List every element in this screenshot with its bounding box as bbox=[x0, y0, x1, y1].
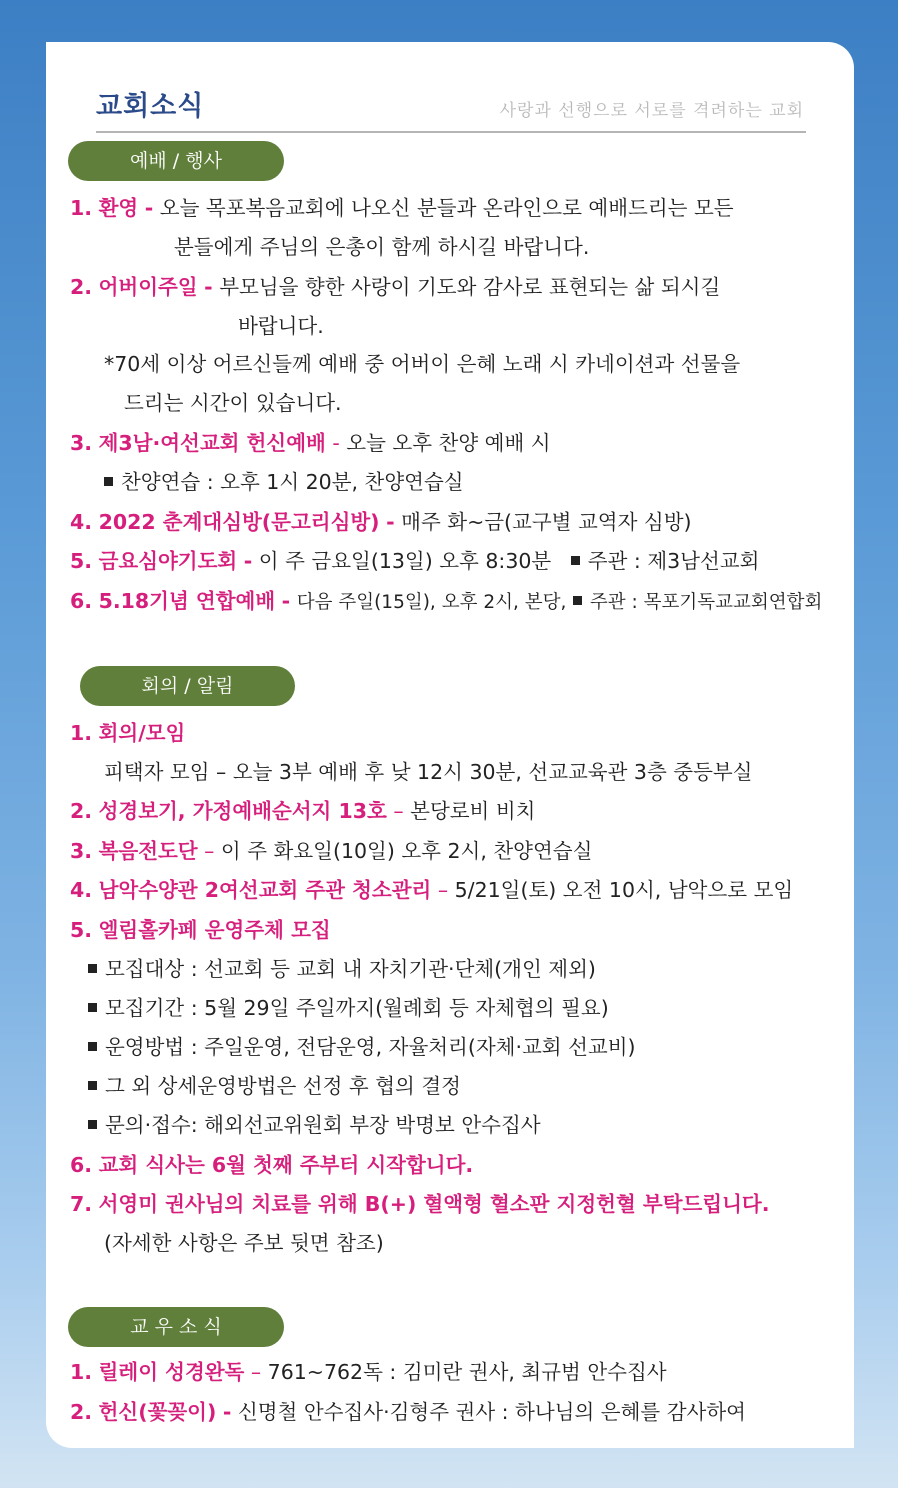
meeting-item-5-bullet: 운영방법 : 주일운영, 전담운영, 자율처리(자체·교회 선교비) bbox=[88, 1033, 636, 1061]
meeting-item-7-detail: (자세한 사항은 주보 뒷면 참조) bbox=[104, 1231, 384, 1255]
worship-item-6: 6. 5.18기념 연합예배 - 다음 주일(15일), 오후 2시, 본당, 주관 : 목포기독교교회연합회 bbox=[70, 589, 823, 613]
meeting-item-3: 3. 복음전도단 – 이 주 화요일(10일) 오후 2시, 찬양연습실 bbox=[70, 839, 593, 863]
bullet-square-icon bbox=[88, 1081, 97, 1090]
bullet-square-icon bbox=[571, 556, 580, 565]
bullet-square-icon bbox=[88, 1120, 97, 1129]
meeting-item-5: 5. 엘림홀카페 운영주체 모집 bbox=[70, 918, 331, 942]
meeting-item-5-bullet: 모집기간 : 5월 29일 주일까지(월례회 등 자체협의 필요) bbox=[88, 994, 609, 1022]
worship-item-2-note: *70세 이상 어르신들께 예배 중 어버이 은혜 노래 시 카네이션과 선물을 bbox=[104, 352, 741, 376]
meeting-item-1: 1. 회의/모임 bbox=[70, 721, 186, 745]
worship-item-3-sub: 찬양연습 : 오후 1시 20분, 찬양연습실 bbox=[104, 468, 464, 496]
meeting-item-4: 4. 남악수양관 2여선교회 주관 청소관리 – 5/21일(토) 오전 10시, 남악으로 모임 bbox=[70, 878, 794, 902]
bullet-square-icon bbox=[88, 1003, 97, 1012]
bulletin-card bbox=[46, 42, 854, 1448]
meeting-item-5-bullet: 문의·접수: 해외선교위원회 부장 박명보 안수집사 bbox=[88, 1111, 541, 1139]
worship-item-3: 3. 제3남·여선교회 헌신예배 - 오늘 오후 찬양 예배 시 bbox=[70, 431, 551, 455]
worship-item-1-cont: 분들에게 주님의 은총이 함께 하시길 바랍니다. bbox=[174, 235, 590, 259]
worship-item-4: 4. 2022 춘계대심방(문고리심방) - 매주 화~금(교구별 교역자 심방) bbox=[70, 510, 692, 534]
header-divider bbox=[96, 131, 806, 133]
bullet-square-icon bbox=[573, 596, 582, 605]
meeting-item-5-bullet: 그 외 상세운영방법은 선정 후 협의 결정 bbox=[88, 1072, 461, 1100]
meeting-item-1-detail: 피택자 모임 – 오늘 3부 예배 후 낮 12시 30분, 선교교육관 3층 중등부실 bbox=[104, 760, 753, 784]
meeting-item-6: 6. 교회 식사는 6월 첫째 주부터 시작합니다. bbox=[70, 1153, 474, 1177]
members-item-2: 2. 헌신(꽃꽂이) - 신명철 안수집사·김형주 권사 : 하나님의 은혜를 감사하여 bbox=[70, 1400, 746, 1424]
bullet-square-icon bbox=[88, 1042, 97, 1051]
section-meeting-header: 회의 / 알림 bbox=[80, 666, 295, 706]
worship-item-2-cont: 바랍니다. bbox=[238, 314, 324, 338]
page-title: 교회소식 bbox=[96, 91, 205, 122]
worship-item-5: 5. 금요심야기도회 - 이 주 금요일(13일) 오후 8:30분 주관 : 제3남선교회 bbox=[70, 549, 760, 573]
worship-item-2: 2. 어버이주일 - 부모님을 향한 사랑이 기도와 감사로 표현되는 삶 되시길 bbox=[70, 275, 721, 299]
church-motto: 사랑과 선행으로 서로를 격려하는 교회 bbox=[499, 101, 804, 121]
bullet-square-icon bbox=[104, 477, 113, 486]
meeting-item-2: 2. 성경보기, 가정예배순서지 13호 – 본당로비 비치 bbox=[70, 799, 536, 823]
meeting-item-7: 7. 서영미 권사님의 치료를 위해 B(+) 혈액형 혈소판 지정헌혈 부탁드립니다. bbox=[70, 1192, 770, 1216]
bullet-square-icon bbox=[88, 964, 97, 973]
section-members-header: 교 우 소 식 bbox=[68, 1307, 284, 1347]
members-item-1: 1. 릴레이 성경완독 – 761~762독 : 김미란 권사, 최규범 안수집사 bbox=[70, 1360, 667, 1384]
worship-item-1: 1. 환영 - 오늘 목포복음교회에 나오신 분들과 온라인으로 예배드리는 모든 bbox=[70, 196, 734, 220]
worship-item-2-note-cont: 드리는 시간이 있습니다. bbox=[124, 391, 342, 415]
meeting-item-5-bullet: 모집대상 : 선교회 등 교회 내 자치기관·단체(개인 제외) bbox=[88, 955, 596, 983]
section-worship-header: 예배 / 행사 bbox=[68, 141, 284, 181]
